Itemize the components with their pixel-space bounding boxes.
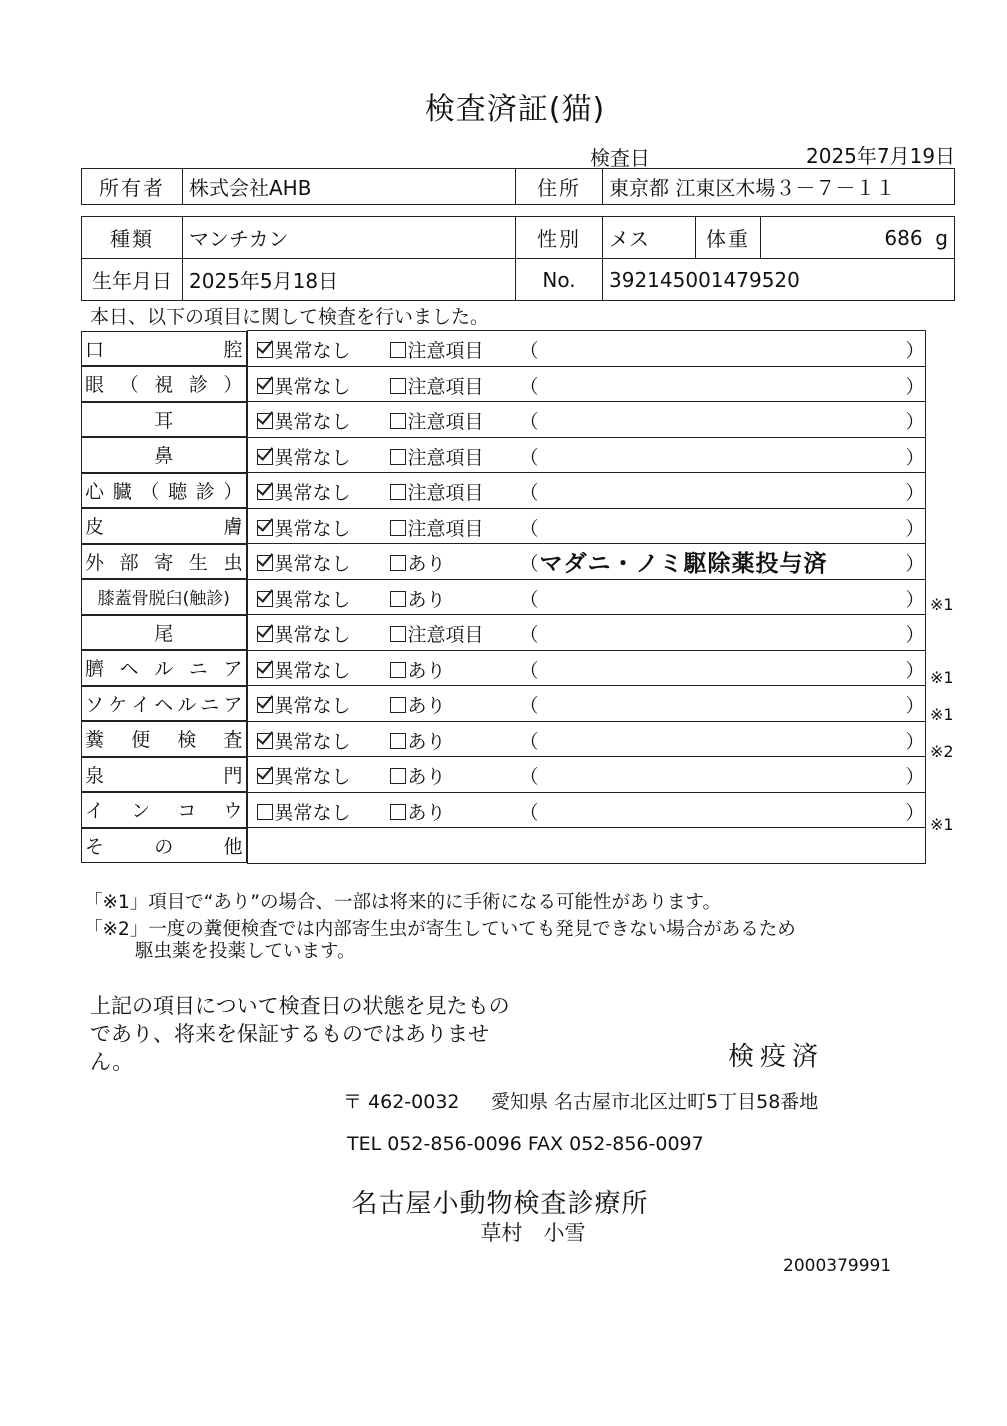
item-name-char: 視 bbox=[154, 374, 174, 397]
attention-checkbox[interactable] bbox=[390, 656, 446, 683]
item-result bbox=[247, 331, 926, 367]
checkbox-icon bbox=[390, 484, 406, 500]
attention-checkbox[interactable] bbox=[390, 727, 446, 754]
exam-date-value: 2025年7月19日 bbox=[806, 144, 956, 168]
tel-fax: TEL 052-856-0096 FAX 052-856-0097 bbox=[347, 1133, 704, 1155]
clinic-address: 愛知県 名古屋市北区辻町5丁目58番地 bbox=[491, 1091, 819, 1113]
table-row bbox=[81, 473, 926, 509]
checkbox-icon bbox=[390, 697, 406, 713]
checked-box-icon bbox=[257, 484, 273, 500]
item-name bbox=[81, 686, 247, 722]
item-result bbox=[247, 402, 926, 438]
checked-box-icon bbox=[257, 342, 273, 358]
checkbox-label: 異常なし bbox=[274, 411, 351, 433]
other-label bbox=[81, 828, 247, 864]
checked-box-icon bbox=[257, 378, 273, 394]
item-name-char: 部 bbox=[119, 551, 139, 574]
item-name-char: イ bbox=[85, 800, 105, 823]
checkbox-label: 異常なし bbox=[274, 659, 351, 682]
paren-open: （ bbox=[519, 766, 539, 788]
item-name-char: 膚 bbox=[223, 516, 243, 539]
checkbox-icon bbox=[390, 520, 406, 536]
checked-box-icon bbox=[257, 449, 273, 465]
item-name-char: 虫 bbox=[223, 551, 243, 574]
paren-open: （ bbox=[519, 375, 539, 398]
weight-value: 686 bbox=[884, 225, 923, 250]
item-name-char: 耳 bbox=[154, 409, 174, 432]
item-name-char: 他 bbox=[223, 835, 243, 858]
checkbox-label: あり bbox=[407, 659, 446, 682]
attention-checkbox[interactable] bbox=[390, 620, 484, 647]
item-name-char: ン bbox=[131, 800, 151, 823]
item-name bbox=[81, 615, 247, 651]
checkbox-label: 異常なし bbox=[274, 517, 351, 540]
item-name-char: 聴 bbox=[168, 480, 188, 503]
checkbox-icon bbox=[390, 768, 406, 784]
no-abnormality-checkbox[interactable] bbox=[257, 798, 351, 825]
item-name-char: ソ bbox=[85, 693, 105, 716]
table-row bbox=[81, 757, 926, 793]
checkbox-label: 注意項目 bbox=[407, 446, 484, 469]
item-name-char: そ bbox=[85, 835, 105, 858]
item-result bbox=[247, 437, 926, 473]
checked-box-icon bbox=[257, 555, 273, 571]
item-name bbox=[81, 437, 247, 473]
no-abnormality-checkbox[interactable] bbox=[257, 372, 351, 399]
no-abnormality-checkbox[interactable] bbox=[257, 762, 351, 789]
paren-open: （ bbox=[519, 801, 539, 824]
item-name-char: 眼 bbox=[85, 374, 105, 397]
item-result bbox=[247, 544, 926, 580]
checkbox-icon bbox=[390, 342, 406, 358]
attention-checkbox[interactable] bbox=[390, 514, 484, 541]
checkbox-icon bbox=[390, 555, 406, 571]
document-number: 2000379991 bbox=[783, 1256, 892, 1276]
sex-label: 性別 bbox=[516, 217, 603, 259]
item-name-char: ケ bbox=[108, 693, 128, 716]
attention-checkbox[interactable] bbox=[390, 336, 484, 363]
breed-value: マンチカン bbox=[183, 217, 516, 259]
paren-open: （ bbox=[519, 730, 539, 753]
document-title: 検査済証(猫) bbox=[424, 92, 606, 127]
item-result bbox=[247, 579, 926, 615]
paren-open: （ bbox=[519, 482, 539, 504]
quarantine-stamp: 検疫済 bbox=[728, 1042, 825, 1072]
checkbox-label: 注意項目 bbox=[407, 340, 484, 362]
item-name-char: 尾 bbox=[154, 622, 174, 645]
breed-label: 種類 bbox=[82, 217, 183, 259]
no-abnormality-checkbox[interactable] bbox=[257, 727, 351, 754]
disclaimer-text: 上記の項目について検査日の状態を見たものであり、将来を保証するものではありません。 bbox=[90, 994, 510, 1074]
table-row bbox=[81, 366, 926, 402]
weight-cell bbox=[761, 217, 955, 259]
item-name-char: ル bbox=[177, 693, 197, 716]
checkbox-icon bbox=[390, 626, 406, 642]
item-name bbox=[81, 331, 247, 367]
item-name-char: 糞 bbox=[85, 729, 105, 752]
no-abnormality-checkbox[interactable] bbox=[257, 443, 351, 470]
table-row bbox=[81, 650, 926, 686]
item-name-char: 査 bbox=[223, 729, 243, 752]
no-abnormality-checkbox[interactable] bbox=[257, 691, 351, 718]
footnote-mark: ※1 bbox=[930, 594, 954, 614]
paren-close: ） bbox=[905, 695, 925, 717]
item-name-char: 検 bbox=[177, 729, 197, 752]
paren-close: ） bbox=[905, 482, 925, 504]
item-note: マダニ・ノミ駆除薬投与済 bbox=[539, 551, 828, 577]
no-label: No. bbox=[516, 259, 603, 301]
item-name-char: ア bbox=[223, 658, 243, 681]
item-name-char: 心 bbox=[85, 480, 105, 503]
intro-text: 本日、以下の項目に関して検査を行いました。 bbox=[90, 306, 490, 328]
checkbox-label: 注意項目 bbox=[407, 411, 484, 433]
item-result bbox=[247, 650, 926, 686]
checked-box-icon bbox=[257, 733, 273, 749]
item-name-char: 診 bbox=[195, 480, 215, 503]
item-name bbox=[81, 508, 247, 544]
checked-box-icon bbox=[257, 662, 273, 678]
owner-table bbox=[81, 168, 955, 205]
paren-open: （ bbox=[519, 695, 539, 717]
pet-table bbox=[81, 216, 955, 301]
paren-close: ） bbox=[905, 659, 925, 682]
paren-open: （ bbox=[519, 659, 539, 682]
no-abnormality-checkbox[interactable] bbox=[257, 549, 351, 576]
table-row bbox=[81, 792, 926, 828]
attention-checkbox[interactable] bbox=[390, 443, 484, 470]
item-name-char: 寄 bbox=[154, 551, 174, 574]
item-name-char: 皮 bbox=[85, 516, 105, 539]
table-row bbox=[81, 615, 926, 651]
item-result bbox=[247, 473, 926, 509]
checkbox-label: あり bbox=[407, 730, 446, 753]
item-result bbox=[247, 721, 926, 757]
checkbox-label: 異常なし bbox=[274, 482, 351, 504]
checked-box-icon bbox=[257, 591, 273, 607]
item-result bbox=[247, 686, 926, 722]
checkbox-label: 異常なし bbox=[274, 730, 351, 753]
clinic-name: 名古屋小動物検査診療所 bbox=[351, 1189, 649, 1219]
footnote-2-line-2: 駆虫薬を投薬しています。 bbox=[135, 941, 356, 962]
checkbox-label: 異常なし bbox=[274, 375, 351, 398]
item-name-char: ） bbox=[223, 374, 243, 397]
checkbox-icon bbox=[390, 449, 406, 465]
item-name-char: 門 bbox=[223, 764, 243, 787]
paren-open: （ bbox=[519, 624, 539, 646]
item-name-char: 外 bbox=[85, 551, 105, 574]
doctor-name: 草村 小雪 bbox=[480, 1221, 586, 1245]
no-abnormality-checkbox[interactable] bbox=[257, 514, 351, 541]
inspection-table bbox=[81, 330, 926, 864]
table-row bbox=[81, 437, 926, 473]
item-result bbox=[247, 615, 926, 651]
item-name-char: 生 bbox=[188, 551, 208, 574]
item-name-char: コ bbox=[177, 800, 197, 823]
footnote-mark: ※1 bbox=[930, 705, 954, 724]
checked-box-icon bbox=[257, 626, 273, 642]
footnote-mark: ※1 bbox=[930, 668, 954, 688]
checkbox-icon bbox=[390, 733, 406, 749]
attention-checkbox[interactable] bbox=[390, 762, 446, 789]
checkbox-icon bbox=[390, 591, 406, 607]
table-row bbox=[81, 508, 926, 544]
birth-label: 生年月日 bbox=[82, 259, 183, 301]
item-name bbox=[81, 757, 247, 793]
attention-checkbox[interactable] bbox=[390, 798, 446, 825]
item-name-char: 泉 bbox=[85, 764, 105, 787]
item-name-char: ウ bbox=[223, 800, 243, 823]
sex-value: メス bbox=[603, 217, 696, 259]
item-name-char: ） bbox=[223, 480, 243, 503]
paren-close: ） bbox=[905, 375, 925, 398]
checkbox-label: 注意項目 bbox=[407, 517, 484, 540]
checkbox-label: 異常なし bbox=[274, 446, 351, 469]
checkbox-label: あり bbox=[407, 553, 446, 575]
attention-checkbox[interactable] bbox=[390, 478, 484, 505]
item-name bbox=[81, 544, 247, 580]
item-name-char: 腔 bbox=[223, 338, 243, 361]
owner-value: 株式会社AHB bbox=[183, 169, 516, 205]
weight-label: 体重 bbox=[696, 217, 761, 259]
paren-open: （ bbox=[519, 411, 539, 433]
paren-close: ） bbox=[905, 553, 925, 575]
attention-checkbox[interactable] bbox=[390, 549, 446, 576]
footnote-mark: ※1 bbox=[930, 815, 954, 835]
paren-close: ） bbox=[905, 588, 925, 611]
item-name-char: （ bbox=[119, 374, 139, 397]
item-name bbox=[81, 792, 247, 828]
attention-checkbox[interactable] bbox=[390, 372, 484, 399]
owner-label: 所有者 bbox=[82, 169, 183, 205]
no-abnormality-checkbox[interactable] bbox=[257, 585, 351, 612]
item-name-char: ア bbox=[223, 693, 243, 716]
no-abnormality-checkbox[interactable] bbox=[257, 478, 351, 505]
checkbox-label: 異常なし bbox=[274, 588, 351, 611]
item-name-char: 診 bbox=[188, 374, 208, 397]
checkbox-label: あり bbox=[407, 801, 446, 824]
checkbox-icon bbox=[390, 413, 406, 429]
checked-box-icon bbox=[257, 520, 273, 536]
paren-close: ） bbox=[905, 801, 925, 824]
attention-checkbox[interactable] bbox=[390, 407, 484, 434]
item-name-char: ニ bbox=[188, 658, 208, 681]
weight-unit: g bbox=[935, 225, 948, 250]
item-name-char: ル bbox=[154, 658, 174, 681]
owner-address: 東京都 江東区木場３－７－１１ bbox=[603, 169, 955, 205]
footnote-2-line-1: 「※2」一度の糞便検査では内部寄生虫が寄生していても発見できない場合があるため bbox=[84, 919, 796, 940]
no-abnormality-checkbox[interactable] bbox=[257, 656, 351, 683]
table-row bbox=[81, 579, 926, 615]
item-result bbox=[247, 792, 926, 828]
item-name bbox=[81, 650, 247, 686]
table-row bbox=[81, 402, 926, 438]
checkbox-label: 異常なし bbox=[274, 624, 351, 646]
item-name-char: 臍 bbox=[85, 658, 105, 681]
attention-checkbox[interactable] bbox=[390, 691, 446, 718]
postal-code: 〒 462-0032 bbox=[343, 1091, 460, 1113]
exam-date-label: 検査日 bbox=[590, 146, 650, 170]
checkbox-label: あり bbox=[407, 588, 446, 611]
checkbox-label: 異常なし bbox=[274, 340, 351, 362]
paren-close: ） bbox=[905, 340, 925, 362]
item-name-char: ヘ bbox=[154, 693, 174, 716]
checkbox-icon bbox=[257, 804, 273, 820]
paren-close: ） bbox=[905, 766, 925, 788]
item-result bbox=[247, 366, 926, 402]
item-name-char: ニ bbox=[200, 693, 220, 716]
item-name-char: 鼻 bbox=[154, 445, 174, 468]
checkbox-label: 異常なし bbox=[274, 553, 351, 575]
checkbox-icon bbox=[390, 804, 406, 820]
checkbox-label: あり bbox=[407, 766, 446, 788]
no-abnormality-checkbox[interactable] bbox=[257, 407, 351, 434]
paren-close: ） bbox=[905, 411, 925, 433]
item-name-char: 便 bbox=[131, 729, 151, 752]
item-name-char: イ bbox=[131, 693, 151, 716]
checked-box-icon bbox=[257, 413, 273, 429]
no-abnormality-checkbox[interactable] bbox=[257, 336, 351, 363]
paren-close: ） bbox=[905, 730, 925, 753]
item-name bbox=[81, 721, 247, 757]
checkbox-label: 注意項目 bbox=[407, 482, 484, 504]
checkbox-label: あり bbox=[407, 695, 446, 717]
item-name bbox=[81, 473, 247, 509]
item-name-char: ヘ bbox=[119, 658, 139, 681]
item-result bbox=[247, 757, 926, 793]
paren-close: ） bbox=[905, 446, 925, 469]
no-value: 392145001479520 bbox=[603, 259, 955, 301]
paren-open: （ bbox=[519, 446, 539, 469]
paren-open: （ bbox=[519, 340, 539, 362]
item-name-char: 臓 bbox=[112, 480, 132, 503]
no-abnormality-checkbox[interactable] bbox=[257, 620, 351, 647]
paren-open: （ bbox=[519, 553, 539, 575]
checkbox-label: 異常なし bbox=[274, 801, 351, 824]
footnote-1: 「※1」項目で“あり”の場合、一部は将来的に手術になる可能性があります。 bbox=[84, 892, 721, 913]
item-name-char: 膝蓋骨脱臼(触診) bbox=[97, 589, 230, 610]
item-name-char: の bbox=[154, 835, 174, 858]
checkbox-icon bbox=[390, 662, 406, 678]
paren-open: （ bbox=[519, 517, 539, 540]
attention-checkbox[interactable] bbox=[390, 585, 446, 612]
table-row bbox=[81, 686, 926, 722]
checkbox-label: 異常なし bbox=[274, 695, 351, 717]
footnote-mark: ※2 bbox=[930, 741, 954, 761]
checkbox-label: 注意項目 bbox=[407, 624, 484, 646]
paren-close: ） bbox=[905, 517, 925, 540]
item-name-char: 口 bbox=[85, 338, 105, 361]
birth-value: 2025年5月18日 bbox=[183, 259, 516, 301]
paren-close: ） bbox=[905, 624, 925, 646]
paren-open: （ bbox=[519, 588, 539, 611]
checkbox-label: 注意項目 bbox=[407, 375, 484, 398]
item-name bbox=[81, 402, 247, 438]
checked-box-icon bbox=[257, 697, 273, 713]
address-label: 住所 bbox=[516, 169, 603, 205]
table-row bbox=[81, 721, 926, 757]
table-row bbox=[81, 331, 926, 367]
item-result bbox=[247, 508, 926, 544]
checkbox-label: 異常なし bbox=[274, 766, 351, 788]
other-value bbox=[247, 828, 926, 864]
item-name bbox=[81, 366, 247, 402]
checkbox-icon bbox=[390, 378, 406, 394]
item-name bbox=[81, 579, 247, 615]
table-row bbox=[81, 544, 926, 580]
item-name-char: （ bbox=[140, 480, 160, 503]
checked-box-icon bbox=[257, 768, 273, 784]
